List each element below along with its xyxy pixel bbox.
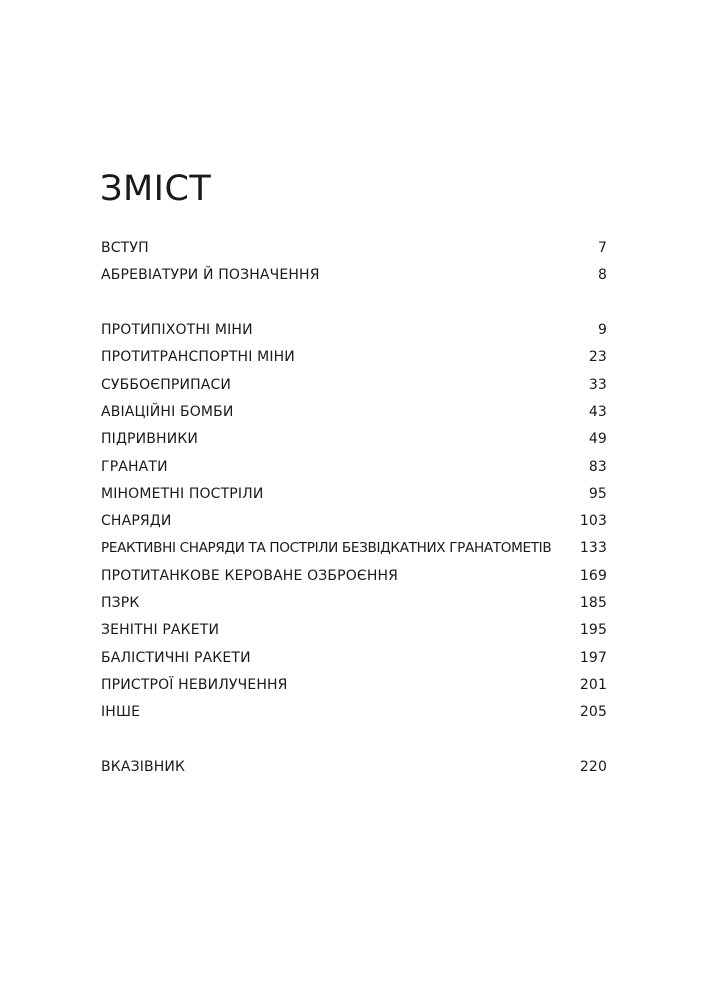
toc-entry-page: 197 xyxy=(579,649,607,666)
toc-entry-page: 83 xyxy=(588,458,607,475)
toc-entry-title: БАЛІСТИЧНІ РАКЕТИ xyxy=(101,649,251,666)
toc-entry-title: ГРАНАТИ xyxy=(101,458,168,475)
toc-entry-page: 49 xyxy=(588,431,607,448)
toc-entry-title: ПЗРК xyxy=(101,595,140,612)
toc-entry-title: ІНШЕ xyxy=(101,704,141,721)
toc-group-back-matter xyxy=(101,754,607,781)
toc-entry-page: 8 xyxy=(597,267,607,284)
toc-entry[interactable] xyxy=(101,699,607,726)
toc-entry-page: 169 xyxy=(579,567,607,584)
toc-entry-title: ПРОТИТАНКОВЕ КЕРОВАНЕ ОЗБРОЄННЯ xyxy=(101,567,399,584)
toc-entry[interactable] xyxy=(101,235,607,262)
toc-entry[interactable] xyxy=(101,372,607,399)
toc-entry-page: 7 xyxy=(597,240,607,256)
toc-entry-page: 23 xyxy=(588,349,607,366)
toc-entry-page: 95 xyxy=(588,485,607,502)
toc-entry-page: 195 xyxy=(579,622,607,639)
toc-entry[interactable] xyxy=(101,454,607,481)
toc-entry-page: 201 xyxy=(579,676,607,693)
toc-entry[interactable] xyxy=(101,754,607,781)
toc-entry[interactable] xyxy=(101,508,607,535)
toc-entry-title: МІНОМЕТНІ ПОСТРІЛИ xyxy=(101,485,264,502)
toc-entry-title: СУББОЄПРИПАСИ xyxy=(101,376,232,393)
toc-entry[interactable] xyxy=(101,672,607,699)
toc-entry-title: ПРИСТРОЇ НЕВИЛУЧЕННЯ xyxy=(101,676,288,693)
toc-entry-page: 43 xyxy=(588,403,607,420)
toc-entry[interactable] xyxy=(101,645,607,672)
toc-entry-title: АВІАЦІЙНІ БОМБИ xyxy=(101,403,234,420)
toc-entry-title: ПРОТИТРАНСПОРТНІ МІНИ xyxy=(101,349,295,366)
toc-entry[interactable] xyxy=(101,535,607,562)
toc-entry-title: РЕАКТИВНІ СНАРЯДИ ТА ПОСТРІЛИ БЕЗВІДКАТНИХ ГРАНАТОМЕТІВ xyxy=(101,540,552,557)
toc-entry[interactable] xyxy=(101,317,607,344)
toc-entry-page: 103 xyxy=(579,513,607,530)
toc-entry[interactable] xyxy=(101,344,607,371)
toc-entry[interactable] xyxy=(101,262,607,289)
table-of-contents xyxy=(101,235,607,781)
toc-entry-title: ЗЕНІТНІ РАКЕТИ xyxy=(101,622,220,639)
toc-entry-page: 33 xyxy=(588,376,607,393)
toc-entry-page: 185 xyxy=(579,595,607,612)
toc-entry[interactable] xyxy=(101,481,607,508)
toc-entry-page: 220 xyxy=(579,759,607,776)
toc-entry-page: 9 xyxy=(597,322,607,339)
toc-entry[interactable] xyxy=(101,426,607,453)
toc-entry-title: ВСТУП xyxy=(101,240,149,256)
toc-group-front-matter xyxy=(101,235,607,290)
toc-entry-page: 133 xyxy=(579,540,607,557)
toc-entry[interactable] xyxy=(101,399,607,426)
toc-entry-title: СНАРЯДИ xyxy=(101,513,172,530)
toc-group-chapters xyxy=(101,317,607,726)
toc-entry-title: ПРОТИПІХОТНІ МІНИ xyxy=(101,322,253,339)
toc-entry-title: ВКАЗІВНИК xyxy=(101,759,186,776)
toc-entry[interactable] xyxy=(101,617,607,644)
toc-entry-page: 205 xyxy=(579,704,607,721)
toc-entry[interactable] xyxy=(101,590,607,617)
page-title: ЗМІСТ xyxy=(100,169,212,209)
toc-entry-title: ПІДРИВНИКИ xyxy=(101,431,199,448)
toc-entry[interactable] xyxy=(101,563,607,590)
toc-entry-title: АБРЕВІАТУРИ Й ПОЗНАЧЕННЯ xyxy=(101,267,320,284)
